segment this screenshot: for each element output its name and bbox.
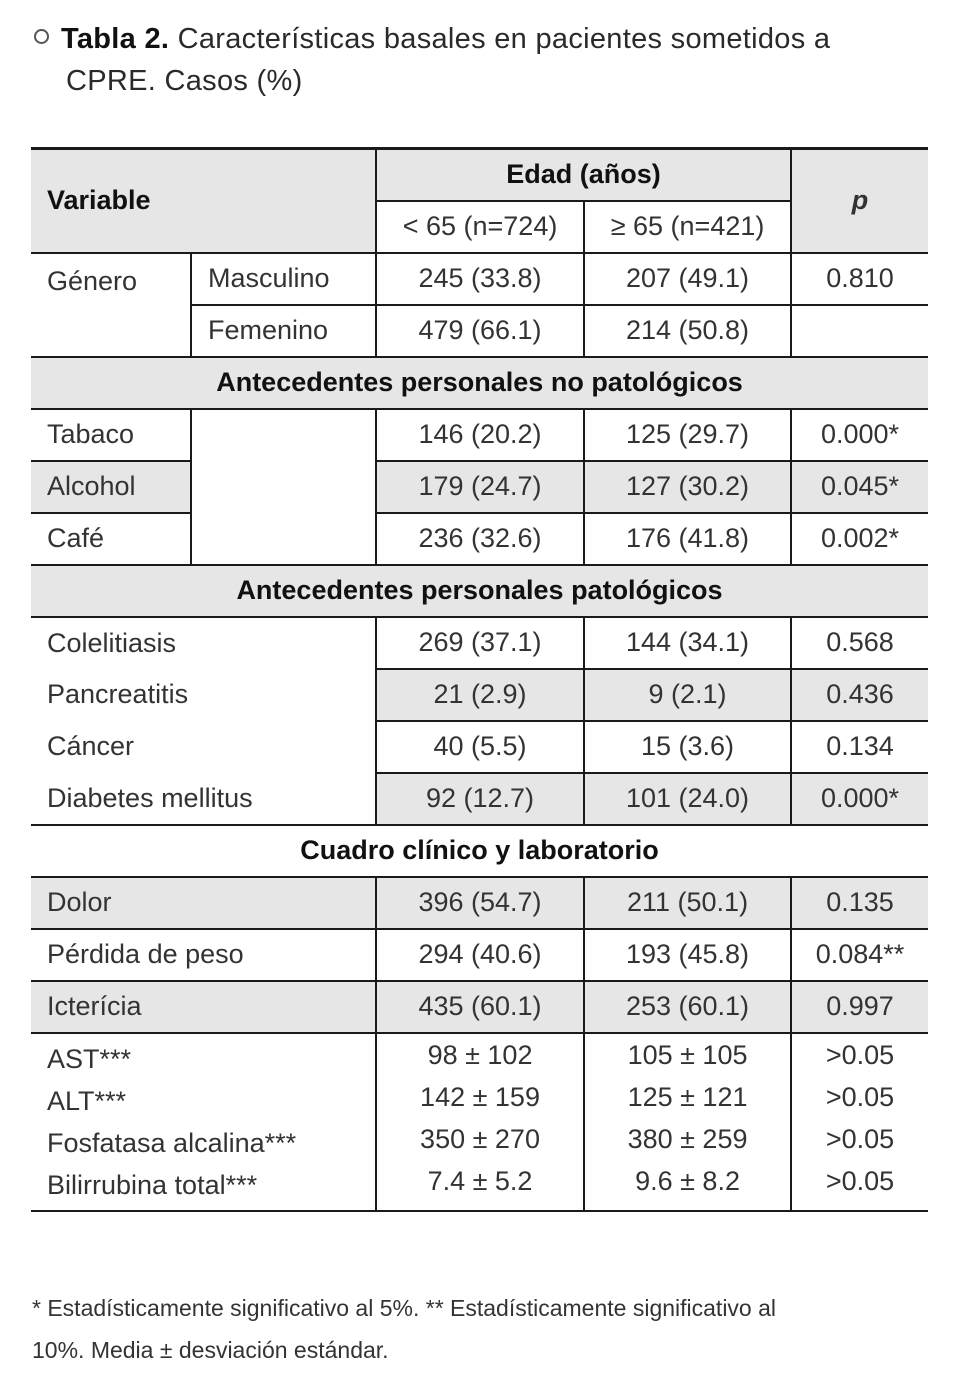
cell-ge65: 9.6 ± 8.2 xyxy=(635,1165,740,1196)
caption-text: Características basales en pacientes sometidos a xyxy=(177,23,831,55)
caption-text-2: CPRE. Casos (%) xyxy=(66,65,303,97)
cell-lt65: 435 (60.1) xyxy=(376,981,584,1033)
caption-label: Tabla 2. xyxy=(61,23,170,55)
cell-lt65: 179 (24.7) xyxy=(376,461,584,513)
row-label: Pérdida de peso xyxy=(31,929,376,981)
cell-lt65: 269 (37.1) xyxy=(376,617,584,669)
row-label: AST*** xyxy=(47,1043,132,1074)
cell-lt65: 396 (54.7) xyxy=(376,877,584,929)
cell-ge65: 207 (49.1) xyxy=(584,253,791,305)
cell-p: 0.000* xyxy=(791,773,928,825)
cell-ge65: 214 (50.8) xyxy=(584,305,791,357)
cell-p: 0.436 xyxy=(791,669,928,721)
cell-lt65: 146 (20.2) xyxy=(376,409,584,461)
cell-p: 0.997 xyxy=(791,981,928,1033)
cell-p: 0.134 xyxy=(791,721,928,773)
cell-ge65: 176 (41.8) xyxy=(584,513,791,565)
row-label: Cáncer xyxy=(47,731,135,761)
cell-p: 0.810 xyxy=(791,253,928,305)
cell-lt65: 7.4 ± 5.2 xyxy=(427,1165,533,1196)
cell-p xyxy=(791,305,928,357)
lab-p xyxy=(791,1033,928,1211)
cell-ge65: 193 (45.8) xyxy=(584,929,791,981)
empty-cell xyxy=(191,409,376,565)
cell-ge65: 125 (29.7) xyxy=(584,409,791,461)
cell-lt65: 245 (33.8) xyxy=(376,253,584,305)
row-label: Bilirrubina total*** xyxy=(47,1169,258,1200)
footnote-line-1: * Estadísticamente significativo al 5%. ** Estadísticamente significativo al xyxy=(32,1295,777,1321)
cell-lt65: 236 (32.6) xyxy=(376,513,584,565)
cell-lt65: 40 (5.5) xyxy=(376,721,584,773)
row-label: Café xyxy=(31,513,191,565)
row-label: ALT*** xyxy=(47,1085,127,1116)
row-label-genero: Género xyxy=(31,253,191,357)
section-title-patologicos: Antecedentes personales patológicos xyxy=(31,565,928,617)
lab-labels xyxy=(31,1033,376,1211)
cell-ge65: 144 (34.1) xyxy=(584,617,791,669)
cell-ge65: 105 ± 105 xyxy=(627,1039,748,1070)
cell-lt65: 350 ± 270 xyxy=(420,1123,540,1154)
footnote xyxy=(32,1287,912,1371)
row-label: Icterícia xyxy=(31,981,376,1033)
lab-lt65 xyxy=(376,1033,584,1211)
row-sublabel: Masculino xyxy=(191,253,376,305)
cell-p: 0.000* xyxy=(791,409,928,461)
circle-bullet-icon xyxy=(34,29,49,44)
cell-lt65: 21 (2.9) xyxy=(376,669,584,721)
lab-ge65 xyxy=(584,1033,791,1211)
row-label: Fosfatasa alcalina*** xyxy=(47,1127,297,1158)
cell-p: >0.05 xyxy=(825,1123,895,1154)
cell-ge65: 211 (50.1) xyxy=(584,877,791,929)
row-label: Pancreatitis xyxy=(47,679,189,709)
cell-ge65: 380 ± 259 xyxy=(627,1123,748,1154)
table-caption xyxy=(34,18,930,102)
row-sublabel: Femenino xyxy=(191,305,376,357)
cell-p: 0.135 xyxy=(791,877,928,929)
cell-p: >0.05 xyxy=(825,1039,895,1070)
section-title-no-patologicos: Antecedentes personales no patológicos xyxy=(31,357,928,409)
row-label: Colelitiasis xyxy=(47,627,177,658)
cell-lt65: 294 (40.6) xyxy=(376,929,584,981)
cell-ge65: 9 (2.1) xyxy=(584,669,791,721)
header-p: p xyxy=(791,149,928,253)
row-label: Dolor xyxy=(31,877,376,929)
header-col-ge65: ≥ 65 (n=421) xyxy=(584,201,791,253)
cell-ge65: 127 (30.2) xyxy=(584,461,791,513)
header-col-lt65: < 65 (n=724) xyxy=(376,201,584,253)
cell-lt65: 479 (66.1) xyxy=(376,305,584,357)
row-label: Alcohol xyxy=(31,461,191,513)
cell-ge65: 15 (3.6) xyxy=(584,721,791,773)
cell-p: 0.045* xyxy=(791,461,928,513)
cell-p: 0.084** xyxy=(791,929,928,981)
cell-lt65: 92 (12.7) xyxy=(376,773,584,825)
cell-lt65: 142 ± 159 xyxy=(420,1081,540,1112)
data-table xyxy=(31,147,928,1212)
footnote-line-2: 10%. Media ± desviación estándar. xyxy=(32,1337,389,1363)
cell-lt65: 98 ± 102 xyxy=(427,1039,533,1070)
cell-p: >0.05 xyxy=(825,1165,895,1196)
cell-ge65: 101 (24.0) xyxy=(584,773,791,825)
row-label: Diabetes mellitus xyxy=(31,773,376,825)
header-age-group: Edad (años) xyxy=(376,149,791,201)
cell-p: >0.05 xyxy=(825,1081,895,1112)
cell-ge65: 253 (60.1) xyxy=(584,981,791,1033)
cell-p: 0.568 xyxy=(791,617,928,669)
row-label: Tabaco xyxy=(31,409,191,461)
section-title-clinico: Cuadro clínico y laboratorio xyxy=(31,825,928,877)
header-variable: Variable xyxy=(31,149,376,253)
cell-p: 0.002* xyxy=(791,513,928,565)
cell-ge65: 125 ± 121 xyxy=(627,1081,748,1112)
